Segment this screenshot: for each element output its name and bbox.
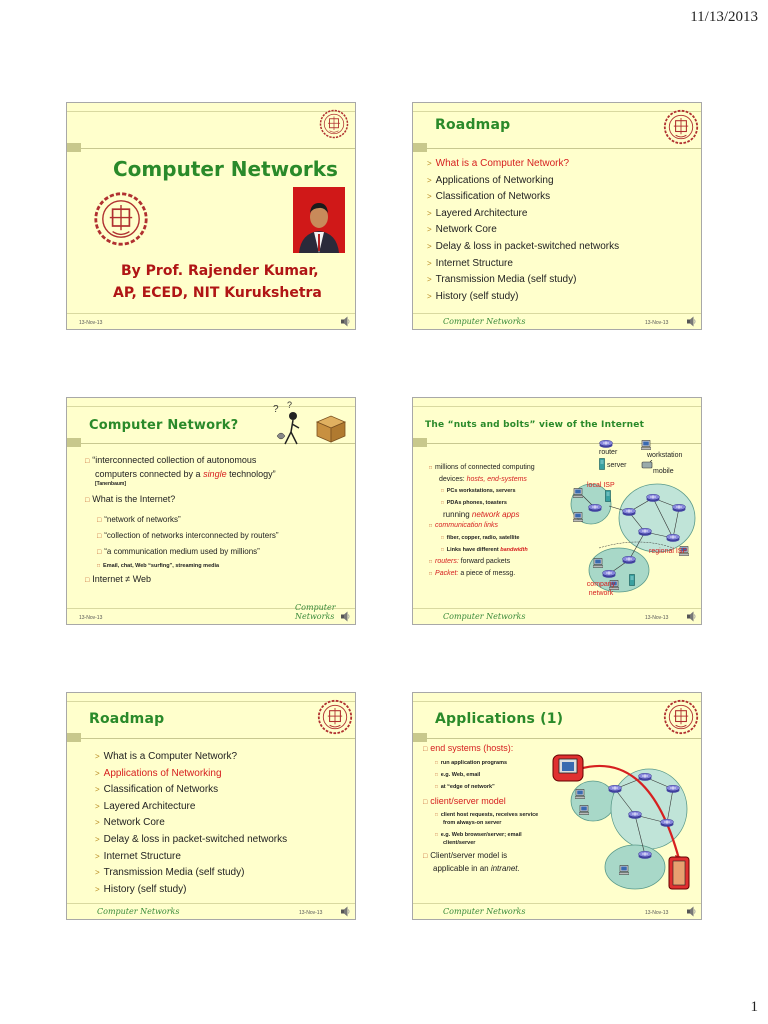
bullet-icon: □ [441,547,444,552]
divider [67,148,355,149]
slide-title: Computer Network? [89,418,239,433]
bullet-icon: □ [435,772,438,777]
roadmap-item: > Layered Architecture [95,800,196,812]
bullet-icon: □ [97,549,102,556]
server-icon [599,458,605,470]
slide-computer-network [66,397,356,625]
speaker-icon[interactable] [686,906,696,917]
bullet-arrow-icon: > [95,752,100,761]
divider [67,111,355,112]
institute-logo-icon [663,699,699,735]
speaker-icon[interactable] [340,316,350,327]
slide-date: 13-Nov-13 [645,910,669,916]
author-photo [293,187,345,253]
course-brand: Computer Networks [443,317,526,326]
roadmap-item: > Network Core [427,224,497,236]
roadmap-item: > Delay & loss in packet-switched networks [427,240,620,252]
bullet-icon: □ [435,760,438,765]
bullet-arrow-icon: > [427,192,432,202]
slide-title: Computer Networks [113,157,338,181]
bullet-arrow-icon: > [95,884,100,894]
svg-text:?: ? [287,400,293,410]
bullet-icon: □ [429,465,433,471]
divider [67,701,355,702]
roadmap-item: > History (self study) [427,290,519,302]
institute-logo-icon [317,699,353,735]
router-icon [599,440,613,448]
bullet-arrow-icon: > [427,159,432,168]
roadmap-item: > Transmission Media (self study) [95,867,245,879]
bullet-arrow-icon: > [427,225,432,235]
slide-tab [413,143,427,152]
slide-date: 13-Nov-13 [79,615,103,621]
roadmap-list [95,749,287,898]
roadmap-item: > Network Core [95,817,165,829]
slide-roadmap [66,692,356,920]
roadmap-item: > What is a Computer Network? [427,158,570,169]
label-server: server [607,462,627,469]
divider [413,738,701,739]
question-bullet: □ What is the Internet? [85,494,176,504]
slide-title: Roadmap [435,117,511,133]
institute-logo-icon [319,109,349,139]
slide-tab [413,733,427,742]
bullet-icon: □ [85,577,90,584]
institute-logo-icon [93,189,149,249]
divider [413,701,701,702]
divider [413,903,701,904]
bullet-arrow-icon: > [95,834,100,844]
roadmap-item: > History (self study) [95,883,187,895]
roadmap-list [427,156,619,305]
roadmap-item: > Layered Architecture [427,207,528,219]
label-workstation: workstation [647,452,683,459]
institute-logo-icon [663,109,699,145]
author-affiliation: AP, ECED, NIT Kurukshetra [113,285,322,301]
slide-nuts-and-bolts [412,397,702,625]
slide-date: 13-Nov-13 [79,320,103,326]
speaker-icon[interactable] [340,906,350,917]
bullet-icon: □ [441,500,444,505]
author-name: By Prof. Rajender Kumar, [121,263,319,279]
page-number: 1 [750,999,758,1015]
speaker-icon[interactable] [340,611,350,622]
internet-diagram [569,478,699,596]
bullet-icon: □ [435,784,438,789]
slide-tab [67,733,81,742]
bullet-arrow-icon: > [95,801,100,811]
slide-tab [67,438,81,447]
roadmap-item: > Applications of Networking [95,767,222,779]
speaker-icon[interactable] [686,611,696,622]
slide-title-slide [66,102,356,330]
citation: [Tanenbaum] [95,481,127,487]
internet-vs-web: □ Internet ≠ Web [85,574,152,584]
divider [413,148,701,149]
bullet-arrow-icon: > [427,208,432,218]
bullet-icon: □ [97,563,101,569]
label-company-network: company network [586,581,616,597]
page-date: 11/13/2013 [690,9,758,25]
bullet-arrow-icon: > [427,258,432,268]
bullet-icon: □ [423,799,428,806]
slide-title: The “nuts and bolts” view of the Internet [425,420,645,430]
label-regional-isp: regional ISP [649,548,688,555]
bullet-icon: □ [85,458,90,465]
divider [413,313,701,314]
definition-bullet: □ “interconnected collection of autonomous computers connected by a single technology” [Tanenbaum] [85,454,353,488]
course-brand: Computer Networks [295,603,336,621]
bullet-arrow-icon: > [95,868,100,878]
slide-title: Roadmap [89,711,165,727]
roadmap-item: > Delay & loss in packet-switched networks [95,833,288,845]
bullet-icon: □ [435,812,438,817]
course-brand: Computer Networks [443,907,526,916]
bullet-icon: □ [423,853,428,860]
label-mobile: mobile [653,468,674,475]
sub-bullets: □ “network of networks” □ “collection of networks interconnected by routers” □ “a communication medium used by millions” □ Email, chat, Web “surfing”, streaming media [97,515,279,569]
bullet-icon: □ [85,497,90,504]
bullet-arrow-icon: > [95,768,100,778]
bullet-arrow-icon: > [427,175,432,185]
slide-applications [412,692,702,920]
speaker-icon[interactable] [686,316,696,327]
bullet-icon: □ [423,746,428,753]
divider [413,443,701,444]
roadmap-item: > Transmission Media (self study) [427,274,577,286]
bullet-arrow-icon: > [427,291,432,301]
slide-tab [67,143,81,152]
label-router: router [599,449,618,456]
bullet-icon: □ [441,488,444,493]
slide-tab [413,438,427,447]
bullet-icon: □ [441,535,444,540]
bullet-icon: □ [429,571,433,577]
workstation-icon [641,440,651,450]
bullet-arrow-icon: > [427,241,432,251]
bullet-arrow-icon: > [427,275,432,285]
roadmap-item: > Internet Structure [427,257,513,269]
mobile-icon [641,460,653,470]
slide-roadmap [412,102,702,330]
roadmap-item: > Internet Structure [95,850,181,862]
roadmap-item: > Applications of Networking [427,174,554,186]
bullet-icon: □ [97,517,102,524]
bullet-icon: □ [97,533,102,540]
nuts-bolts-bullets: □ millions of connected computing devices: hosts, end-systems □ PCs workstations, servers □ PDAs phones, toasters running network apps □ communication links □ fiber, copper, radio, satellite □ Links have different bandwidth □ routers: forward packets □ Packet: a piece of messg. [429,464,535,577]
slide-date: 13-Nov-13 [645,615,669,621]
bullet-arrow-icon: > [95,785,100,795]
course-brand: Computer Networks [443,612,526,621]
slide-date: 13-Nov-13 [645,320,669,326]
bullet-arrow-icon: > [95,851,100,861]
box-icon [313,410,349,444]
label-local-isp: local ISP [587,482,615,489]
roadmap-item: > Classification of Networks [95,784,219,796]
divider [67,738,355,739]
divider [413,406,701,407]
roadmap-item: > What is a Computer Network? [95,751,238,762]
bullet-icon: □ [435,832,438,837]
bullet-arrow-icon: > [95,818,100,828]
divider [413,111,701,112]
bullet-icon: □ [429,523,433,529]
divider [67,903,355,904]
divider [413,608,701,609]
svg-text:?: ? [273,404,279,415]
roadmap-item: > Classification of Networks [427,191,551,203]
bullet-icon: □ [429,559,433,565]
slide-title: Applications (1) [435,711,564,727]
applications-bullets: □ end systems (hosts): □ run application programs □ e.g. Web, email □ at “edge of network” □ client/server model □ client host requests, receives service from always-on server □ e.g. Web browser/server; email client/server □ Client/server model is applicable in an intranet. [423,743,539,873]
course-brand: Computer Networks [97,907,180,916]
slide-date: 13-Nov-13 [299,910,323,916]
divider [67,313,355,314]
